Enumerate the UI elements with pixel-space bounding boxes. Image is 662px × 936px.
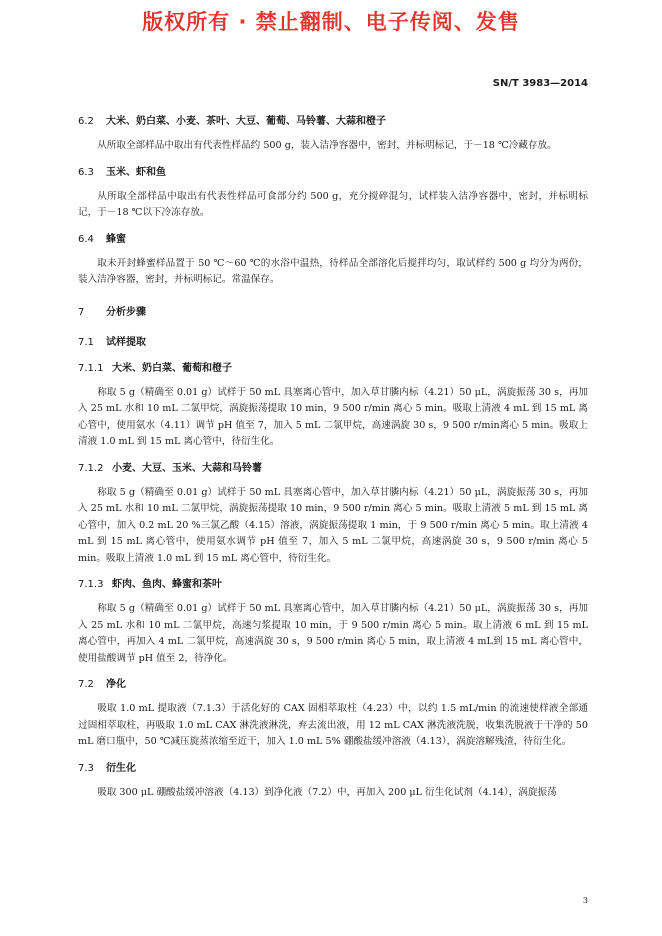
section-text-6-2: 从所取全部样品中取出有代表性样品约 500 g，装入洁净容器中，密封，并标明标记，于－18 ℃冷藏存放。 [97, 140, 557, 151]
document-body [0, 114, 662, 801]
section-text-6-3: 从所取全部样品中取出有代表性样品可食部分约 500 g，充分搅碎混匀，试样装入洁净容器中，密封，并标明标记，于－18 ℃以下冷冻存放。 [78, 190, 588, 218]
section-heading-7-1: 7.1 试样提取 [78, 336, 146, 348]
section-text-7-1-3: 称取 5 g（精确至 0.01 g）试样于 50 mL 具塞离心管中，加入草甘膦内标（4.21）50 μL，涡旋振荡 30 s，再加入 25 mL 水和 10 mL 二氯甲烷，高速匀浆提取 10 min，于 9 500 r/min 离心 5 min。取上清液 6 mL 到 15 mL 离心管中，再加入 4 mL 二氯甲烷，高速涡旋 30 s，9 500 r/min 离心 5 min，取上清液 4 mL到 15 mL 离心管中，使用盐酸调节 pH 值至 2，待净化。 [78, 603, 588, 664]
section-heading-7-1-3: 7.1.3 虾肉、鱼肉、蜂蜜和茶叶 [78, 579, 222, 590]
section-text-6-4: 取未开封蜂蜜样品置于 50 ℃～60 ℃的水浴中温热，待样品全部溶化后搅拌均匀，取试样约 500 g 均分为两份，装入洁净容器，密封，并标明标记。常温保存。 [78, 257, 588, 285]
section-heading-6-3: 6.3 玉米、虾和鱼 [78, 166, 166, 178]
section-text-7-1-1: 称取 5 g（精确至 0.01 g）试样于 50 mL 具塞离心管中，加入草甘膦内标（4.21）50 μL，涡旋振荡 30 s，再加入 25 mL 水和 10 mL 二氯甲烷，涡旋振荡提取 10 min，9 500 r/min 离心 5 min。吸取上清液 4 mL 到 15 mL 离心管中，使用氨水（4.11）调节 pH 值至 7，加入 5 mL 二氯甲烷，高速涡旋 30 s，9 500 r/min离心 5 min。吸取上清液 1.0 mL 到 15 mL 离心管中，待衍生化。 [78, 386, 588, 447]
section-text-7-3: 吸取 300 μL 硼酸盐缓冲溶液（4.13）到净化液（7.2）中，再加入 200 μL 衍生化试剂（4.14），涡旋振荡 [97, 786, 557, 798]
section-text-7-2: 吸取 1.0 mL 提取液（7.1.3）于活化好的 CAX 固相萃取柱（4.23）中，以约 1.5 mL/min 的流速使样液全部通过固相萃取柱，再吸取 1.0 mL CAX 淋洗液淋洗，弃去流出液，用 12 mL CAX 淋洗液洗脱，收集洗脱液于干净的 50 mL 磨口瓶中，50 ℃减压旋蒸浓缩至近干，加入 1.0 mL 5% 硼酸盐缓冲溶液（4.13），涡旋溶解残渣，待衍生化。 [78, 703, 588, 747]
section-heading-6-2: 6.2 大米、奶白菜、小麦、茶叶、大豆、葡萄、马铃薯、大蒜和橙子 [78, 116, 386, 127]
copyright-watermark: 版权所有 · 禁止翻制、电子传阅、发售 [142, 10, 520, 34]
document-id: SN/T 3983—2014 [492, 78, 588, 89]
page-number: 3 [582, 896, 588, 905]
section-heading-7-2: 7.2 净化 [78, 679, 126, 690]
section-heading-7-3: 7.3 衍生化 [78, 762, 136, 774]
section-heading-6-4: 6.4 蜂蜜 [78, 233, 126, 245]
section-heading-7-1-1: 7.1.1 大米、奶白菜、葡萄和橙子 [78, 362, 232, 374]
section-heading-7: 7 分析步骤 [78, 306, 146, 318]
section-text-7-1-2: 称取 5 g（精确至 0.01 g）试样于 50 mL 具塞离心管中，加入草甘膦内标（4.21）50 μL，涡旋振荡 30 s，再加入 25 mL 水和 10 mL 二氯甲烷，涡旋振荡提取 10 min，9 500 r/min 离心 5 min。吸取上清液 5 mL 到 15 mL 离心管中，加入 0.2 mL 20 %三氯乙酸（4.15）溶液，涡旋振荡提取 1 min，于 9 500 r/min 离心 5 min。取上清液 4 mL 到 15 mL 离心管中，使用氨水调节 pH 值至 7，加入 5 mL 二氯甲烷，高速涡旋 30 s，9 500 r/min 离心 5 min。吸取上清液 1.0 mL 到 15 mL 离心管中，待衍生化。 [78, 486, 588, 564]
section-heading-7-1-2: 7.1.2 小麦、大豆、玉米、大蒜和马铃薯 [78, 462, 262, 474]
